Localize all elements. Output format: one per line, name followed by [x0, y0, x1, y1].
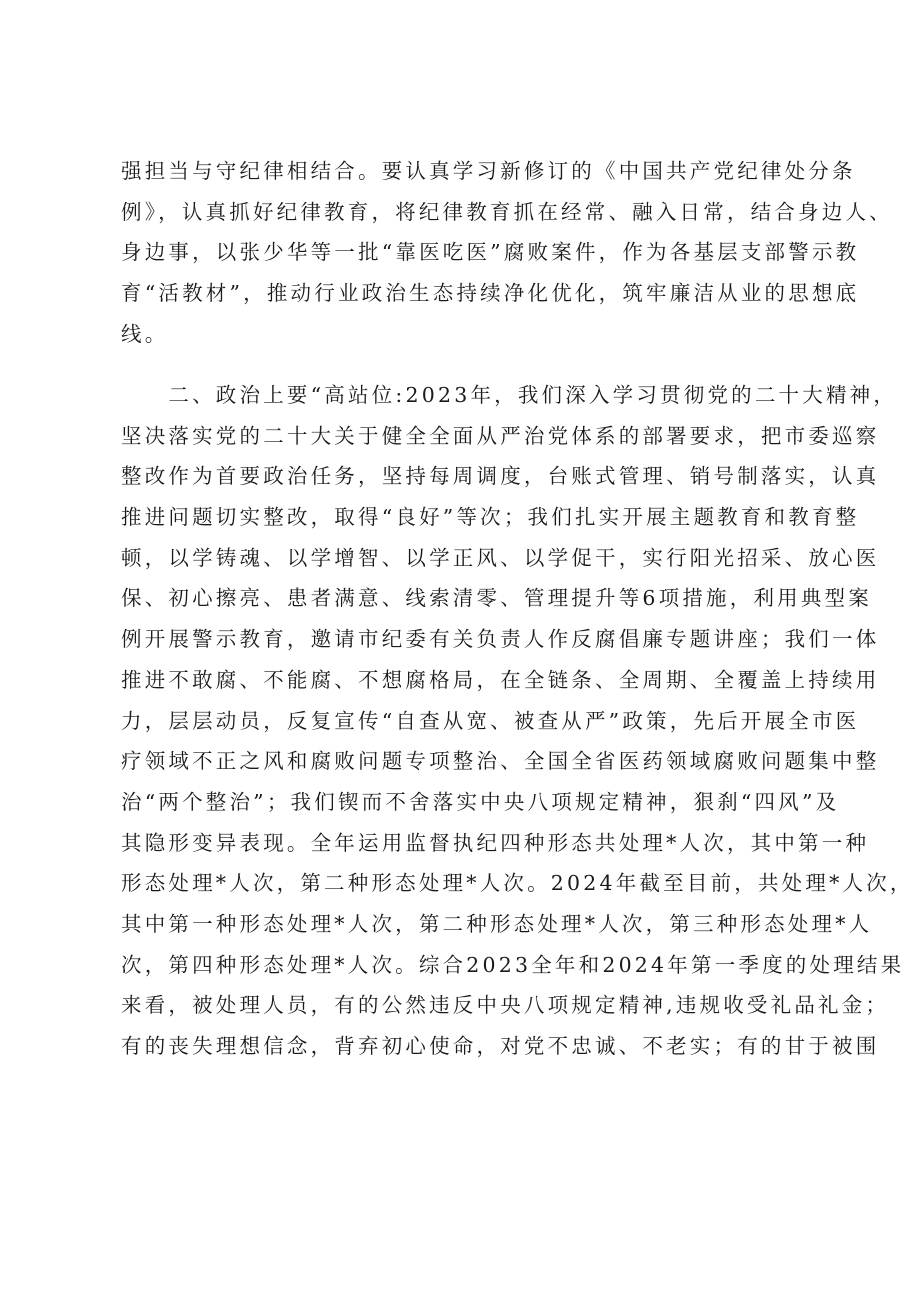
text-line: 强担当与守纪律相结合。要认真学习新修订的《中国共产党纪律处分条: [121, 159, 856, 183]
text-line: 例开展警示教育，邀请市纪委有关负责人作反腐倡廉专题讲座；我们一体: [121, 627, 880, 652]
text-line: 疗领域不正之风和腐败问题专项整治、全国全省医药领域腐败问题集中整: [121, 749, 880, 774]
text-line: 治“两个整治”；我们锲而不舍落实中央八项规定精神，狠刹“四风”及: [121, 789, 840, 814]
text-line: 保、初心擦亮、患者满意、线索清零、管理提升等6项措施，利用典型案: [121, 586, 872, 611]
text-line: 顿，以学铸魂、以学增智、以学正风、以学促干，实行阳光招采、放心医: [121, 545, 880, 570]
text-line: 线。: [121, 321, 169, 346]
paragraph-political-stance: [121, 375, 914, 1067]
text-line: 育“活教材”，推动行业政治生态持续净化优化，筑牢廉洁从业的思想底: [121, 281, 860, 306]
text-line: 次，第四种形态处理*人次。综合2023全年和2024年第一季度的处理结果: [121, 952, 905, 977]
text-line: 其中第一种形态处理*人次，第二种形态处理*人次，第三种形态处理*人: [121, 911, 873, 936]
text-line: 身边事，以张少华等一批“靠医吃医”腐败案件，作为各基层支部警示教: [121, 240, 860, 265]
paragraph-discipline-education: [121, 151, 893, 354]
text-line: 整改作为首要政治任务，坚持每周调度，台账式管理、销号制落实，认真: [121, 464, 880, 489]
text-line: 其隐形变异表现。全年运用监督执纪四种形态共处理*人次，其中第一种: [121, 830, 870, 855]
text-line: 有的丧失理想信念，背弃初心使命，对党不忠诚、不老实；有的甘于被围: [121, 1034, 880, 1058]
text-line: 形态处理*人次，第二种形态处理*人次。2024年截至目前，共处理*人次，: [121, 871, 914, 896]
text-line: 推进问题切实整改，取得“良好”等次；我们扎实开展主题教育和教育整: [121, 505, 860, 530]
text-line: 推进不敢腐、不能腐、不想腐格局，在全链条、全周期、全覆盖上持续用: [121, 667, 880, 692]
text-line: 力，层层动员，反复宣传“自查从宽、被查从严”政策，先后开展全市医: [121, 708, 860, 733]
text-line: 坚决落实党的二十大关于健全全面从严治党体系的部署要求，把市委巡察: [121, 423, 880, 448]
text-line: 二、政治上要“高站位:2023年，我们深入学习贯彻党的二十大精神，: [121, 383, 898, 407]
text-line: 来看，被处理人员，有的公然违反中央八项规定精神,违规收受礼品礼金；: [121, 993, 890, 1018]
text-line: 例》，认真抓好纪律教育，将纪律教育抓在经常、融入日常，结合身边人、: [121, 199, 893, 224]
